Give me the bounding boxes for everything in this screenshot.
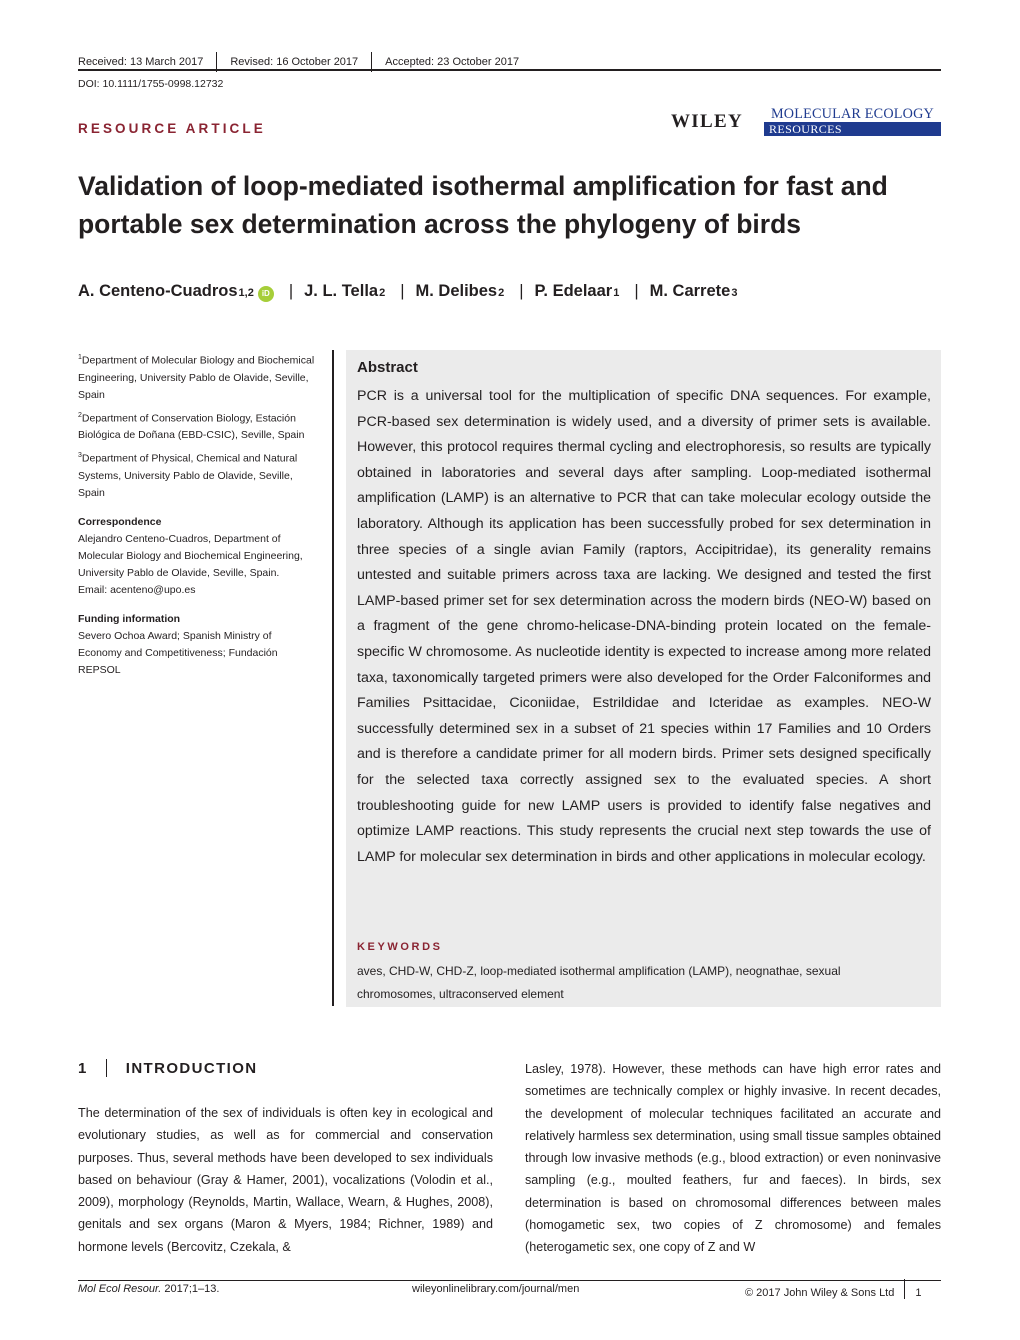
keywords-text: aves, CHD-W, CHD-Z, loop-mediated isothermal amplification (LAMP), neognathae, sexual chromosomes, ultraconserved element bbox=[357, 964, 841, 1001]
footer-citation-text: 2017;1–13. bbox=[161, 1283, 220, 1295]
footer-journal: Mol Ecol Resour. bbox=[78, 1283, 162, 1295]
received-date: Received: 13 March 2017 bbox=[78, 56, 204, 68]
article-title: Validation of loop-mediated isothermal amplification for fast and portable sex determination across the phylogeny of birds bbox=[78, 171, 888, 239]
affiliation-text: Department of Physical, Chemical and Natural Systems, University Pablo de Olavide, Seville, Spain bbox=[78, 452, 298, 499]
footer-url[interactable]: wileyonlinelibrary.com/journal/men bbox=[412, 1283, 580, 1295]
correspondence-heading: Correspondence bbox=[78, 515, 162, 528]
author-affiliation: 2 bbox=[498, 287, 505, 299]
accepted-date: Accepted: 23 October 2017 bbox=[385, 56, 520, 68]
footer-copyright: © 2017 John Wiley & Sons Ltd bbox=[745, 1287, 895, 1299]
affiliation-number: 3 bbox=[78, 452, 82, 459]
affiliation-number: 2 bbox=[78, 411, 82, 419]
affiliation-text: Department of Molecular Biology and Biochemical Engineering, University Pablo de Olavide, Seville, Spain bbox=[78, 354, 315, 401]
footer-citation bbox=[78, 1283, 219, 1295]
affiliation bbox=[78, 349, 318, 404]
author-affiliation: 1,2 bbox=[238, 287, 254, 299]
revised-date: Revised: 16 October 2017 bbox=[230, 56, 359, 68]
journal-logo-line2: RESOURCES bbox=[764, 122, 941, 136]
author-separator: | bbox=[519, 282, 524, 300]
publisher-logo: WILEY bbox=[671, 111, 743, 132]
abstract-heading: Abstract bbox=[357, 359, 418, 376]
section-divider bbox=[106, 1059, 107, 1077]
footer-right bbox=[745, 1283, 921, 1303]
intro-column-1: The determination of the sex of individuals is often key in ecological and evolutionary studies, as well as for commercial and conservation purposes. Thus, several methods have been developed to sex individuals based on behaviour (Gray & Hamer, 2001), vocalizations (Volodin et al., 2009), morphology (Reynolds, Martin, Wallace, Wearn, & Hughes, 2008), genitals and sex organs (Maron & Myers, 1984; Richner, 1989) and hormone levels (Bercovitz, Czekala, & bbox=[78, 1106, 493, 1254]
author-separator: | bbox=[400, 282, 405, 300]
page-number: 1 bbox=[915, 1287, 922, 1299]
funding-text: Severo Ochoa Award; Spanish Ministry of Economy and Competitiveness; Fundación REPSOL bbox=[78, 629, 278, 676]
author-affiliation: 3 bbox=[731, 287, 738, 299]
author-name[interactable]: M. Carrete bbox=[649, 282, 731, 300]
author-name[interactable]: P. Edelaar bbox=[534, 282, 613, 300]
section-heading bbox=[78, 1059, 258, 1077]
column-divider bbox=[332, 350, 334, 1006]
section-title: INTRODUCTION bbox=[125, 1059, 258, 1077]
author-list bbox=[78, 282, 737, 302]
abstract-box bbox=[346, 350, 941, 1007]
article-info-column bbox=[78, 349, 318, 679]
footer-rule bbox=[78, 1280, 941, 1281]
journal-logo bbox=[764, 107, 941, 137]
section-number: 1 bbox=[78, 1059, 88, 1077]
orcid-icon[interactable]: iD bbox=[258, 286, 274, 302]
author-name[interactable]: M. Delibes bbox=[415, 282, 498, 300]
affiliation bbox=[78, 447, 318, 502]
author-affiliation: 1 bbox=[613, 287, 620, 299]
correspondence-text: Alejandro Centeno-Cuadros, Department of Molecular Biology and Biochemical Engineering, University Pablo de Olavide, Seville, Spain. bbox=[78, 532, 303, 579]
abstract-text: PCR is a universal tool for the multiplication of specific DNA sequences. For example, PCR-based sex determination is widely used, and a diversity of primer sets is available. However, this protocol requires thermal cycling and electrophoresis, so results are typically obtained in laboratories and several days after sampling. Loop-mediated isothermal amplification (LAMP) is an alternative to PCR that can take molecular ecology outside the laboratory. Although its application has been successfully probed for sex determination in three species of a single avian Family (raptors, Accipitridae), its generality remains untested and suitable primers across taxa are lacking. We designed and tested the first LAMP-based primer set for sex determination across the modern birds (NEO-W) based on a fragment of the gene chromo-helicase-DNA-binding protein located on the female-specific W chromosome. As nucleotide identity is expected to increase among more related taxa, taxonomically targeted primers were also developed for the Order Falconiformes and Families Psittacidae, Ciconiidae, Estrildidae and Icteridae as examples. NEO-W successfully determined sex in a subset of 21 species within 17 Families and 10 Orders and is therefore a candidate primer for all modern birds. Primer sets designed specifically for the selected taxa correctly assigned sex to the evaluated species. A short troubleshooting guide for new LAMP users is provided to identify false negatives and optimize LAMP reactions. This study represents the crucial next step towards the use of LAMP for molecular sex determination in birds and other applications in molecular ecology. bbox=[357, 388, 931, 865]
affiliation-number: 1 bbox=[78, 354, 82, 361]
journal-logo-line1: MOLECULAR ECOLOGY bbox=[770, 106, 934, 122]
header-rule bbox=[78, 69, 941, 71]
keywords-heading: KEYWORDS bbox=[357, 941, 443, 953]
affiliation bbox=[78, 407, 318, 445]
correspondence-email[interactable]: Email: acenteno@upo.es bbox=[78, 583, 196, 596]
intro-column-2: Lasley, 1978). However, these methods can have high error rates and sometimes are technically complex or highly invasive. In recent decades, the development of molecular techniques facilitated an accurate and relatively harmless sex determination, using small tissue samples obtained through low invasive methods (e.g., blood extraction) or even noninvasive sampling (e.g., moulted feathers, fur and faeces). In birds, sex determination is based on chromosomal differences between males (homogametic sex, two copies of Z chromosome) and females (heterogametic sex, one copy of Z and W bbox=[525, 1062, 941, 1255]
author-separator: | bbox=[288, 282, 294, 300]
divider bbox=[904, 1279, 905, 1299]
author-name[interactable]: A. Centeno-Cuadros bbox=[78, 282, 238, 300]
author-affiliation: 2 bbox=[379, 287, 386, 299]
affiliation-text: Department of Conservation Biology, Estación Biológica de Doñana (EBD-CSIC), Seville, Spain bbox=[78, 412, 305, 441]
article-type: RESOURCE ARTICLE bbox=[78, 121, 266, 136]
author-separator: | bbox=[634, 282, 639, 300]
funding-heading: Funding information bbox=[78, 612, 181, 625]
doi-link[interactable]: DOI: 10.1111/1755-0998.12732 bbox=[78, 78, 224, 90]
author-name[interactable]: J. L. Tella bbox=[304, 282, 379, 300]
